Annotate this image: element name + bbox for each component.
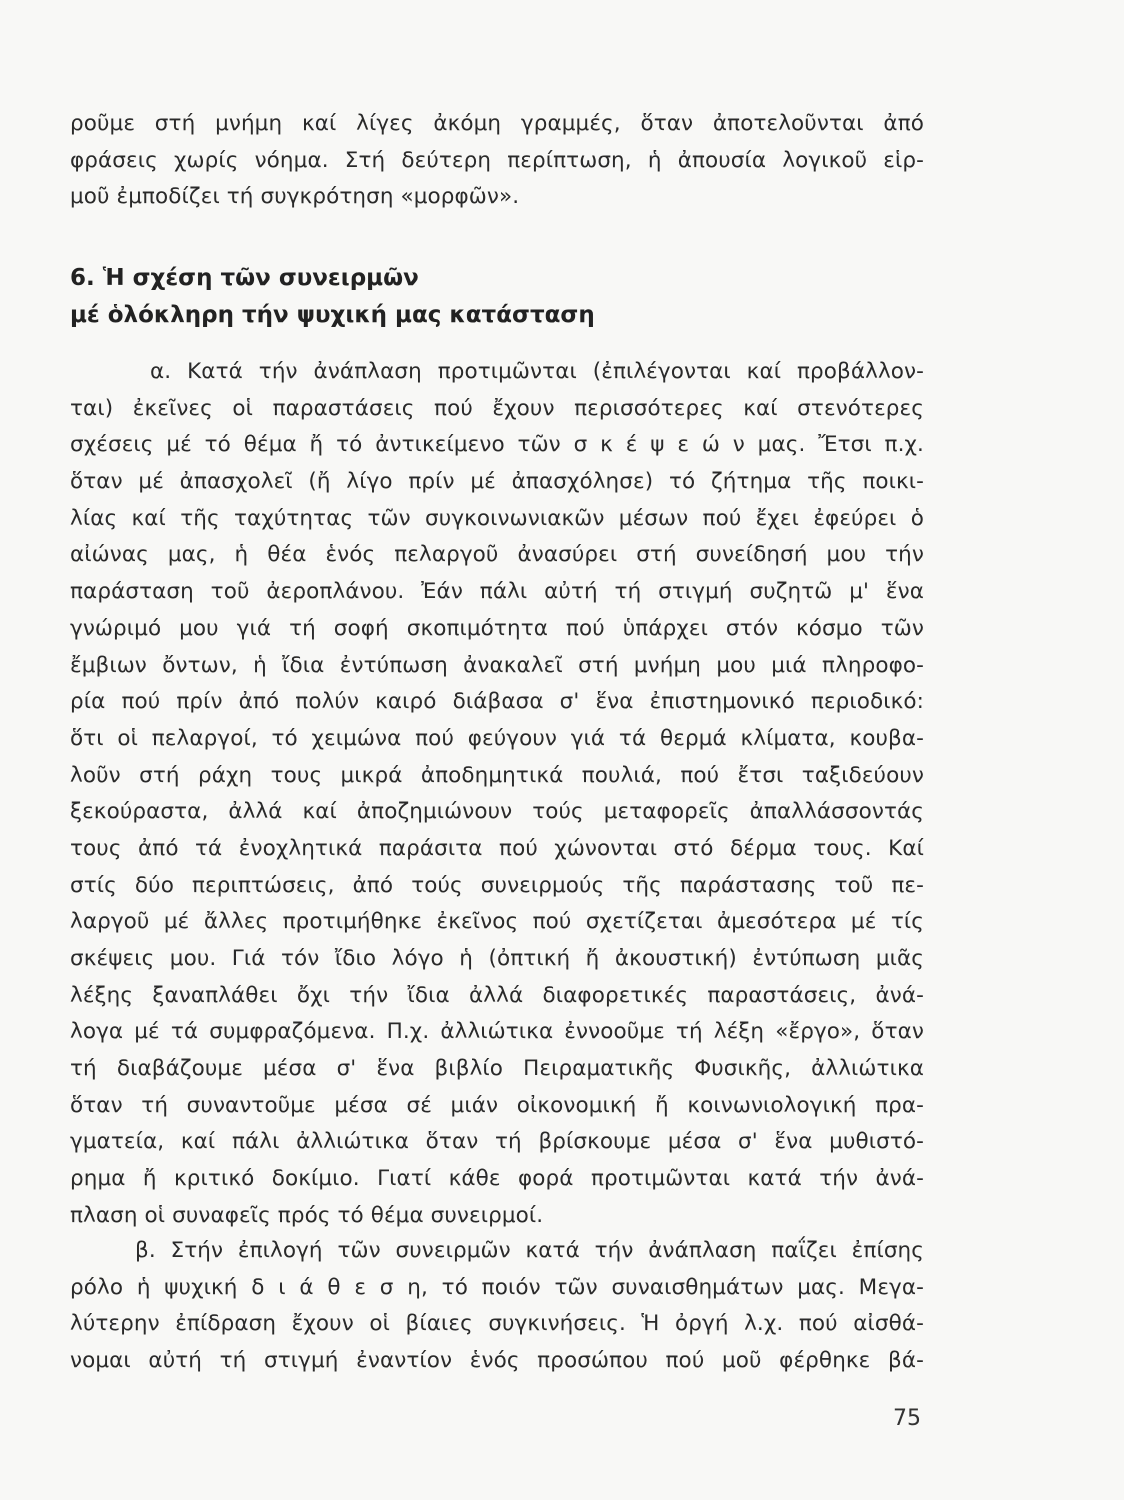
paragraph-a xyxy=(70,354,924,1235)
text-line: ὅτι οἱ πελαργοί, τό χειμώνα πού φεύγουν γιά τά θερμά κλίματα, κουβα- xyxy=(70,725,924,751)
section-heading xyxy=(70,260,924,333)
text-line: ρόλο ἡ ψυχική δ ι ά θ ε σ η, τό ποιόν τῶν συναισθημάτων μας. Μεγα- xyxy=(70,1274,924,1300)
text-line: τή διαβάζουμε μέσα σ' ἕνα βιβλίο Πειραματικῆς Φυσικῆς, ἀλλιώτικα xyxy=(70,1056,924,1082)
text-line: α. Κατά τήν ἀνάπλαση προτιμῶνται (ἐπιλέγονται καί προβάλλον- xyxy=(150,359,924,384)
text-line: ἔμβιων ὄντων, ἡ ἴδια ἐντύπωση ἀνακαλεῖ στή μνήμη μου μιά πληροφο- xyxy=(70,652,924,678)
text-line: β. Στήν ἐπιλογή τῶν συνειρμῶν κατά τήν ἀνάπλαση παΐζει ἐπίσης xyxy=(135,1238,924,1263)
text-line: ρημα ἤ κριτικό δοκίμιο. Γιατί κάθε φορά προτιμῶνται κατά τήν ἀνά- xyxy=(70,1166,924,1192)
text-line: αἰώνας μας, ἡ θέα ἑνός πελαργοῦ ἀνασύρει στή συνείδησή μου τήν xyxy=(70,542,924,568)
text-line: παράσταση τοῦ ἀεροπλάνου. Ἐάν πάλι αὐτή τή στιγμή συζητῶ μ' ἕνα xyxy=(70,579,924,605)
text-line: ὅταν τή συναντοῦμε μέσα σέ μιάν οἰκονομική ἤ κοινωνιολογική πρα- xyxy=(70,1092,924,1118)
paragraph-b xyxy=(70,1233,924,1380)
text-line: λίας καί τῆς ταχύτητας τῶν συγκοινωνιακῶν μέσων πού ἔχει ἐφεύρει ὁ xyxy=(70,505,924,531)
text-line: λέξης ξαναπλάθει ὄχι τήν ἴδια ἀλλά διαφορετικές παραστάσεις, ἀνά- xyxy=(70,982,924,1008)
text-line: τους ἀπό τά ἐνοχλητικά παράσιτα πού χώνονται στό δέρμα τους. Καί xyxy=(70,835,924,861)
text-line: λογα μέ τά συμφραζόμενα. Π.χ. ἀλλιώτικα ἐννοοῦμε τή λέξη «ἔργο», ὅταν xyxy=(70,1019,924,1045)
text-line: σκέψεις μου. Γιά τόν ἴδιο λόγο ἡ (ὀπτική ἤ ἀκουστική) ἐντύπωση μιᾶς xyxy=(70,946,924,971)
page-number: 75 xyxy=(893,1406,921,1431)
text-line: μοῦ ἐμποδίζει τή συγκρότηση «μορφῶν». xyxy=(70,184,520,210)
text-line: νομαι αὐτή τή στιγμή ἐναντίον ἑνός προσώπου πού μοῦ φέρθηκε βά- xyxy=(70,1348,924,1374)
text-line: γματεία, καί πάλι ἀλλιώτικα ὅταν τή βρίσκουμε μέσα σ' ἕνα μυθιστό- xyxy=(70,1129,924,1155)
text-line: σχέσεις μέ τό θέμα ἤ τό ἀντικείμενο τῶν σ κ έ ψ ε ώ ν μας. Ἔτσι π.χ. xyxy=(70,432,924,458)
text-line: ὅταν μέ ἀπασχολεῖ (ἤ λίγο πρίν μέ ἀπασχόλησε) τό ζήτημα τῆς ποικι- xyxy=(70,469,924,495)
text-line: ται) ἐκεῖνες οἱ παραστάσεις πού ἔχουν περισσότερες καί στενότερες xyxy=(70,395,924,421)
text-line: στίς δύο περιπτώσεις, ἀπό τούς συνειρμούς τῆς παράστασης τοῦ πε- xyxy=(70,872,924,898)
text-line: λαργοῦ μέ ἄλλες προτιμήθηκε ἐκεῖνος πού σχετίζεται ἀμεσότερα μέ τίς xyxy=(70,909,924,935)
text-line: γνώριμό μου γιά τή σοφή σκοπιμότητα πού ὑπάρχει στόν κόσμο τῶν xyxy=(70,615,924,641)
text-line: φράσεις χωρίς νόημα. Στή δεύτερη περίπτωση, ἡ ἀπουσία λογικοῦ εἱρ- xyxy=(70,147,924,173)
text-line: λύτερην ἐπίδραση ἔχουν οἱ βίαιες συγκινήσεις. Ἡ ὀργή λ.χ. πού αἰσθά- xyxy=(70,1311,924,1337)
text-line: πλαση οἱ συναφεῖς πρός τό θέμα συνειρμοί. xyxy=(70,1202,544,1228)
heading-line: 6. Ἡ σχέση τῶν συνειρμῶν xyxy=(70,265,419,291)
text-line: ρία πού πρίν ἀπό πολύν καιρό διάβασα σ' ἕνα ἐπιστημονικό περιοδικό: xyxy=(70,689,924,715)
text-line: ξεκούραστα, ἀλλά καί ἀποζημιώνουν τούς μεταφορεῖς ἀπαλλάσσοντάς xyxy=(70,799,924,825)
text-line: λοῦν στή ράχη τους μικρά ἀποδημητικά πουλιά, πού ἔτσι ταξιδεύουν xyxy=(70,762,924,788)
text-line: ροῦμε στή μνήμη καί λίγες ἀκόμη γραμμές, ὅταν ἀποτελοῦνται ἀπό xyxy=(70,111,924,136)
heading-line: μέ ὁλόκληρη τήν ψυχική μας κατάσταση xyxy=(70,301,595,328)
paragraph-continuation xyxy=(70,106,924,216)
